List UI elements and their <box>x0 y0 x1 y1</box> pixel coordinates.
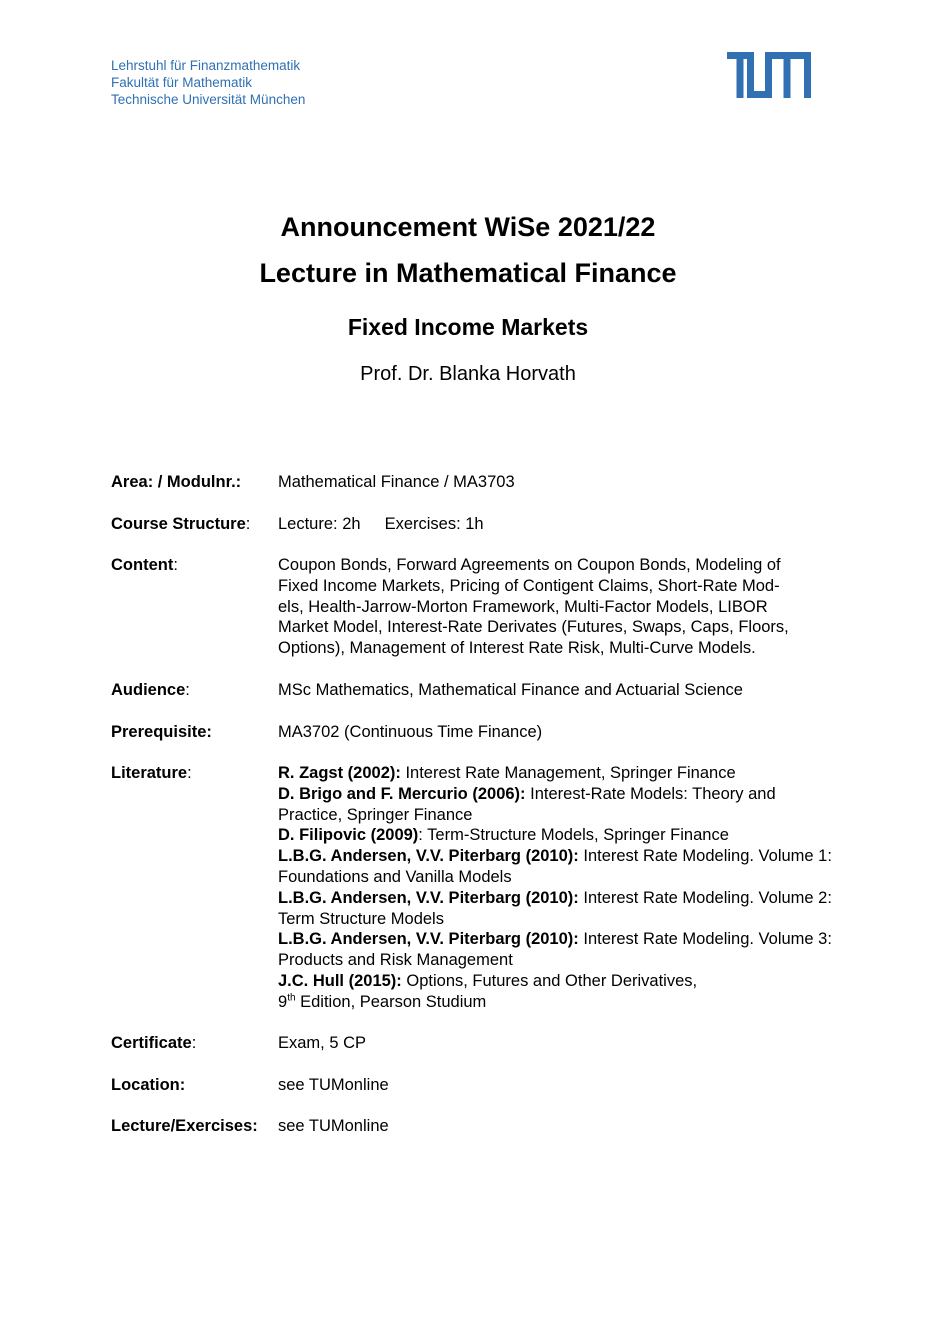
certificate-value: Exam, 5 CP <box>278 1034 367 1052</box>
literature-entry: L.B.G. Andersen, V.V. Piterbarg (2010): Interest Rate Modeling. Volume 2: <box>278 888 832 907</box>
lecture-exercises-label: Lecture/Exercises: <box>111 1117 258 1135</box>
audience-label: Audience <box>111 681 186 699</box>
area-label: Area: / Modulnr.: <box>111 473 242 491</box>
content-label: Content <box>111 556 174 574</box>
chair-name: Lehrstuhl für Finanzmathematik <box>111 58 301 73</box>
area-value: Mathematical Finance / MA3703 <box>278 473 515 491</box>
prerequisite-label: Prerequisite: <box>111 723 212 741</box>
tum-logo-icon <box>727 52 811 98</box>
literature-label: Literature <box>111 764 188 782</box>
literature-entry: D. Brigo and F. Mercurio (2006): Interest-Rate Models: Theory and <box>278 784 776 803</box>
literature-entry: R. Zagst (2002): Interest Rate Management, Springer Finance <box>278 764 736 782</box>
university-name: Technische Universität München <box>111 92 306 107</box>
literature-entry: D. Filipovic (2009): Term-Structure Models, Springer Finance <box>278 826 729 845</box>
exercise-hours: Exercises: 1h <box>384 515 484 533</box>
course-structure-label: Course Structure <box>111 515 246 533</box>
course-title: Fixed Income Markets <box>347 314 589 340</box>
content-value: Coupon Bonds, Forward Agreements on Coupon Bonds, Modeling of Fixed Income Markets, Pricing of Contigent Claims, Short-Rate Mod- els, Health-Jarrow-Morton Framework, Multi-Factor Models, LIBOR Market Model, Interest-Rate Derivates (Futures, Swaps, Caps, Floors, Options), Management of Interest Rate Risk, Multi-Curve Models. <box>278 556 789 658</box>
literature-entry: J.C. Hull (2015): Options, Futures and Other Derivatives, <box>278 971 698 990</box>
prerequisite-value: MA3702 (Continuous Time Finance) <box>278 723 543 741</box>
literature-list: R. Zagst (2002): Interest Rate Management, Springer Finance D. Brigo and F. Mercurio (2006): Interest-Rate Models: Theory and Practice, Springer Finance D. Filipovic (2009): Term-Structure Models, Springer Finance L.B.G. Andersen, V.V. Piterbarg (2010): Interest Rate Modeling. Volume 1: Foundations and Vanilla Models L.B.G. Andersen, V.V. Piterbarg (2010): Interest Rate Modeling. Volume 2: Term Structure Models L.B.G. Andersen, V.V. Piterbarg (2010): Interest Rate Modeling. Volume 3: Products and Risk Management J.C. Hull (2015): Options, Futures and Other Derivatives, 9th Edition, Pearson Studium <box>278 763 868 1013</box>
lecture-exercises-value: see TUMonline <box>278 1117 389 1135</box>
lecture-hours: Lecture: 2h <box>278 515 361 533</box>
lecturer-name: Prof. Dr. Blanka Horvath <box>360 363 576 385</box>
certificate-label: Certificate <box>111 1034 192 1052</box>
location-value: see TUMonline <box>278 1076 389 1094</box>
literature-entry: L.B.G. Andersen, V.V. Piterbarg (2010): Interest Rate Modeling. Volume 3: <box>278 930 832 949</box>
literature-entry: L.B.G. Andersen, V.V. Piterbarg (2010): Interest Rate Modeling. Volume 1: <box>278 847 832 866</box>
audience-value: MSc Mathematics, Mathematical Finance and Actuarial Science <box>278 681 743 699</box>
location-label: Location: <box>111 1076 186 1094</box>
faculty-name: Fakultät für Mathematik <box>111 75 253 90</box>
announcement-title: Announcement WiSe 2021/22 <box>280 212 656 242</box>
lecture-title: Lecture in Mathematical Finance <box>259 258 677 288</box>
chair-address <box>111 57 305 108</box>
